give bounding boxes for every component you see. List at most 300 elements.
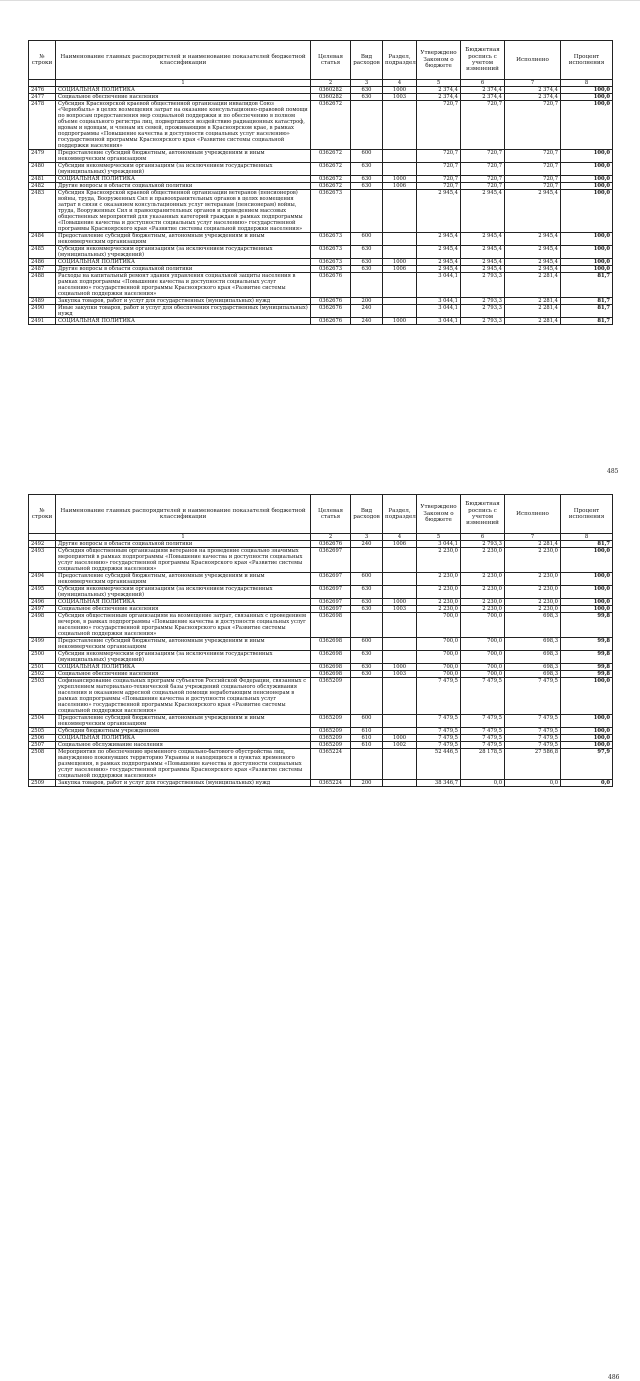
execution-percent: 100,0 bbox=[561, 735, 613, 742]
plan-amount: 2 945,4 bbox=[461, 233, 505, 246]
header-executed: Исполнено bbox=[505, 495, 561, 534]
expense-type bbox=[351, 273, 383, 298]
row-number: 2486 bbox=[29, 259, 56, 266]
execution-percent: 100,0 bbox=[561, 586, 613, 599]
section-code bbox=[383, 749, 417, 780]
column-number: 7 bbox=[505, 80, 561, 87]
execution-percent: 100,0 bbox=[561, 176, 613, 183]
execution-percent: 100,0 bbox=[561, 101, 613, 150]
executed-amount: 720,7 bbox=[505, 150, 561, 163]
section-code bbox=[383, 638, 417, 651]
expense-type bbox=[351, 190, 383, 233]
target-article: 0362698 bbox=[311, 638, 351, 651]
target-article: 0362676 bbox=[311, 298, 351, 305]
target-article: 0360282 bbox=[311, 94, 351, 101]
expense-type: 600 bbox=[351, 638, 383, 651]
row-name: Субсидии некоммерческим организациям (за исключением государственных (муниципальных) учреждений) bbox=[56, 163, 311, 176]
target-article: 0365224 bbox=[311, 780, 351, 787]
table-row bbox=[29, 273, 613, 298]
expense-type bbox=[351, 548, 383, 573]
target-article: 0362673 bbox=[311, 266, 351, 273]
section-code: 1003 bbox=[383, 671, 417, 678]
plan-amount: 2 230,0 bbox=[461, 599, 505, 606]
table-row bbox=[29, 87, 613, 94]
table-row bbox=[29, 259, 613, 266]
executed-amount: 720,7 bbox=[505, 163, 561, 176]
execution-percent: 100,0 bbox=[561, 246, 613, 259]
table-row bbox=[29, 728, 613, 735]
row-number: 2481 bbox=[29, 176, 56, 183]
header-code: Целевая статья bbox=[311, 41, 351, 80]
row-number: 2503 bbox=[29, 678, 56, 715]
approved-amount: 3 044,1 bbox=[417, 541, 461, 548]
expense-type: 630 bbox=[351, 163, 383, 176]
approved-amount: 720,7 bbox=[417, 183, 461, 190]
section-code: 1006 bbox=[383, 183, 417, 190]
executed-amount: 7 479,5 bbox=[505, 735, 561, 742]
execution-percent: 100,0 bbox=[561, 163, 613, 176]
header-approved: Утверждено Законом о бюджете bbox=[417, 41, 461, 80]
row-name: Социальное обслуживание населения bbox=[56, 742, 311, 749]
approved-amount: 2 945,4 bbox=[417, 233, 461, 246]
column-number: 3 bbox=[351, 534, 383, 541]
header-percent: Процент исполнения bbox=[561, 495, 613, 534]
section-code bbox=[383, 150, 417, 163]
plan-amount: 720,7 bbox=[461, 150, 505, 163]
target-article: 0362698 bbox=[311, 664, 351, 671]
approved-amount: 720,7 bbox=[417, 163, 461, 176]
expense-type: 600 bbox=[351, 233, 383, 246]
section-code bbox=[383, 233, 417, 246]
execution-percent: 100,0 bbox=[561, 266, 613, 273]
row-number: 2494 bbox=[29, 573, 56, 586]
plan-amount: 700,0 bbox=[461, 613, 505, 638]
section-code: 1003 bbox=[383, 94, 417, 101]
executed-amount: 2 230,0 bbox=[505, 599, 561, 606]
table-header bbox=[29, 495, 613, 534]
table-row bbox=[29, 606, 613, 613]
plan-amount: 720,7 bbox=[461, 163, 505, 176]
row-name: Субсидия общественным организациям на возмещение затрат, связанных с проведением вечеров, в рамках подпрограммы «Повышение качества и доступности социальных услуг населению» государственной программы Красноярского края «Развитие системы социальной поддержки населения» bbox=[56, 613, 311, 638]
approved-amount: 700,0 bbox=[417, 671, 461, 678]
plan-amount: 720,7 bbox=[461, 176, 505, 183]
approved-amount: 2 945,4 bbox=[417, 266, 461, 273]
plan-amount: 2 230,0 bbox=[461, 573, 505, 586]
table-row bbox=[29, 183, 613, 190]
expense-type: 630 bbox=[351, 671, 383, 678]
section-code bbox=[383, 780, 417, 787]
plan-amount: 2 945,4 bbox=[461, 266, 505, 273]
row-name: СОЦИАЛЬНАЯ ПОЛИТИКА bbox=[56, 664, 311, 671]
approved-amount: 2 945,4 bbox=[417, 246, 461, 259]
plan-amount: 2 793,3 bbox=[461, 273, 505, 298]
table-row bbox=[29, 749, 613, 780]
row-number: 2497 bbox=[29, 606, 56, 613]
execution-percent: 100,0 bbox=[561, 190, 613, 233]
approved-amount: 52 446,5 bbox=[417, 749, 461, 780]
row-name: Мероприятия по обеспечению временного социально-бытового обустройства лиц, вынужденно покинувших территорию Украины и находящихся в пунктах временного размещения, в рамках подпрограммы «Повышение качества и доступности социальных услуг населению» государственной программы Красноярского края «Развитие системы социальной поддержки населения» bbox=[56, 749, 311, 780]
header-section: Раздел, подраздел bbox=[383, 41, 417, 80]
target-article: 0365209 bbox=[311, 728, 351, 735]
row-number: 2507 bbox=[29, 742, 56, 749]
executed-amount: 2 281,4 bbox=[505, 273, 561, 298]
approved-amount: 7 479,5 bbox=[417, 678, 461, 715]
executed-amount: 27 586,8 bbox=[505, 749, 561, 780]
executed-amount: 2 281,4 bbox=[505, 318, 561, 325]
table-row bbox=[29, 298, 613, 305]
row-number: 2506 bbox=[29, 735, 56, 742]
executed-amount: 2 945,4 bbox=[505, 233, 561, 246]
section-code bbox=[383, 573, 417, 586]
table-row bbox=[29, 671, 613, 678]
plan-amount: 2 945,4 bbox=[461, 246, 505, 259]
section-code bbox=[383, 613, 417, 638]
target-article: 0362673 bbox=[311, 233, 351, 246]
execution-percent: 81,7 bbox=[561, 298, 613, 305]
row-number: 2476 bbox=[29, 87, 56, 94]
target-article: 0362673 bbox=[311, 246, 351, 259]
approved-amount: 3 044,1 bbox=[417, 273, 461, 298]
execution-percent: 100,0 bbox=[561, 87, 613, 94]
target-article: 0362676 bbox=[311, 305, 351, 318]
plan-amount: 7 479,5 bbox=[461, 742, 505, 749]
executed-amount: 720,7 bbox=[505, 183, 561, 190]
execution-percent: 100,0 bbox=[561, 150, 613, 163]
header-name: Наименование главных распорядителей и наименование показателей бюджетной классификации bbox=[56, 495, 311, 534]
table-header bbox=[29, 41, 613, 80]
executed-amount: 7 479,5 bbox=[505, 742, 561, 749]
scan-edge bbox=[0, 0, 640, 1]
expense-type: 240 bbox=[351, 541, 383, 548]
header-expense-type: Вид расходов bbox=[351, 495, 383, 534]
executed-amount: 7 479,5 bbox=[505, 678, 561, 715]
section-code: 1000 bbox=[383, 87, 417, 94]
row-name: Расходы на капитальный ремонт здания управления социальной защиты населения в рамках подпрограммы «Повышение качества и доступности социальных услуг населению» государственной программы Красноярского края «Развитие системы социальной поддержки населения» bbox=[56, 273, 311, 298]
header-approved: Утверждено Законом о бюджете bbox=[417, 495, 461, 534]
executed-amount: 7 479,5 bbox=[505, 728, 561, 735]
target-article: 0362676 bbox=[311, 273, 351, 298]
column-number: 5 bbox=[417, 534, 461, 541]
plan-amount: 28 178,5 bbox=[461, 749, 505, 780]
approved-amount: 700,0 bbox=[417, 613, 461, 638]
row-name: Предоставление субсидий бюджетным, автономным учреждениям и иным некоммерческим организациям bbox=[56, 638, 311, 651]
expense-type: 630 bbox=[351, 651, 383, 664]
approved-amount: 2 230,0 bbox=[417, 599, 461, 606]
section-code bbox=[383, 305, 417, 318]
table-row bbox=[29, 318, 613, 325]
table-row bbox=[29, 586, 613, 599]
target-article: 0365209 bbox=[311, 678, 351, 715]
plan-amount: 2 793,3 bbox=[461, 305, 505, 318]
column-number: 6 bbox=[461, 80, 505, 87]
approved-amount: 700,0 bbox=[417, 651, 461, 664]
section-code: 1000 bbox=[383, 735, 417, 742]
column-number: 2 bbox=[311, 80, 351, 87]
page-number: 485 bbox=[607, 468, 619, 475]
execution-percent: 99,8 bbox=[561, 664, 613, 671]
executed-amount: 2 281,4 bbox=[505, 541, 561, 548]
approved-amount: 38 346,7 bbox=[417, 780, 461, 787]
approved-amount: 7 479,5 bbox=[417, 728, 461, 735]
header-executed: Исполнено bbox=[505, 41, 561, 80]
executed-amount: 2 230,0 bbox=[505, 573, 561, 586]
plan-amount: 700,0 bbox=[461, 671, 505, 678]
row-number: 2492 bbox=[29, 541, 56, 548]
header-plan: Бюджетная роспись с учетом изменений bbox=[461, 41, 505, 80]
row-name: Софинансирование социальных программ субъектов Российской Федерации, связанных с укреплением материально-технической базы учреждений социального обслуживания населения и оказанием адресной социальной помощи неработающим пенсионерам в рамках подпрограммы «Повышение качества и доступности социальных услуг населению» государственной программы Красноярского края «Развитие системы социальной поддержки населения» bbox=[56, 678, 311, 715]
row-name: Субсидия Красноярской краевой общественной организации ветеранов (пенсионеров) войны, труда, Вооруженных Сил и правоохранительных органов в целях возмещения затрат в связи с оказанием консультационных услуг ветеранам (пенсионерам) войны, труда, Вооруженных Сил и правоохранительных органов и проведением массовых общественных мероприятий для указанных категорий граждан в рамках подпрограммы «Повышение качества и доступности социальных услуг населению» государственной программы Красноярского края «Развитие системы социальной поддержки населения» bbox=[56, 190, 311, 233]
execution-percent: 81,7 bbox=[561, 273, 613, 298]
approved-amount: 2 230,0 bbox=[417, 606, 461, 613]
column-number: 6 bbox=[461, 534, 505, 541]
target-article: 0365209 bbox=[311, 742, 351, 749]
executed-amount: 2 281,4 bbox=[505, 305, 561, 318]
row-number: 2477 bbox=[29, 94, 56, 101]
column-number: 4 bbox=[383, 80, 417, 87]
row-number: 2504 bbox=[29, 715, 56, 728]
execution-percent: 81,7 bbox=[561, 305, 613, 318]
table-row bbox=[29, 150, 613, 163]
row-name: Предоставление субсидий бюджетным, автономным учреждениям и иным некоммерческим организациям bbox=[56, 715, 311, 728]
budget-table bbox=[28, 494, 613, 787]
plan-amount: 2 230,0 bbox=[461, 548, 505, 573]
execution-percent: 100,0 bbox=[561, 599, 613, 606]
row-number: 2487 bbox=[29, 266, 56, 273]
plan-amount: 7 479,5 bbox=[461, 728, 505, 735]
header-code: Целевая статья bbox=[311, 495, 351, 534]
section-code bbox=[383, 190, 417, 233]
expense-type: 630 bbox=[351, 183, 383, 190]
section-code bbox=[383, 101, 417, 150]
table-row bbox=[29, 678, 613, 715]
target-article: 0362698 bbox=[311, 613, 351, 638]
row-name: Социальное обеспечение населения bbox=[56, 94, 311, 101]
plan-amount: 2 793,3 bbox=[461, 298, 505, 305]
execution-percent: 100,0 bbox=[561, 548, 613, 573]
approved-amount: 2 945,4 bbox=[417, 259, 461, 266]
execution-percent: 100,0 bbox=[561, 606, 613, 613]
row-number: 2489 bbox=[29, 298, 56, 305]
header-no: № строки bbox=[29, 41, 56, 80]
plan-amount: 720,7 bbox=[461, 101, 505, 150]
row-number: 2482 bbox=[29, 183, 56, 190]
expense-type: 600 bbox=[351, 715, 383, 728]
executed-amount: 2 230,0 bbox=[505, 606, 561, 613]
table-row bbox=[29, 233, 613, 246]
executed-amount: 2 281,4 bbox=[505, 298, 561, 305]
table-row bbox=[29, 163, 613, 176]
table-row bbox=[29, 638, 613, 651]
section-code bbox=[383, 163, 417, 176]
executed-amount: 698,3 bbox=[505, 651, 561, 664]
table-row bbox=[29, 266, 613, 273]
row-number: 2478 bbox=[29, 101, 56, 150]
approved-amount: 720,7 bbox=[417, 101, 461, 150]
plan-amount: 0,0 bbox=[461, 780, 505, 787]
row-name: Предоставление субсидий бюджетным, автономным учреждениям и иным некоммерческим организациям bbox=[56, 573, 311, 586]
expense-type: 610 bbox=[351, 728, 383, 735]
table-row bbox=[29, 190, 613, 233]
column-number: 2 bbox=[311, 534, 351, 541]
approved-amount: 700,0 bbox=[417, 664, 461, 671]
table-row bbox=[29, 651, 613, 664]
section-code: 1000 bbox=[383, 599, 417, 606]
column-number: 8 bbox=[561, 534, 613, 541]
row-name: Социальное обеспечение населения bbox=[56, 671, 311, 678]
table-row bbox=[29, 246, 613, 259]
row-name: Закупка товаров, работ и услуг для государственных (муниципальных) нужд bbox=[56, 780, 311, 787]
table-row bbox=[29, 715, 613, 728]
table-row bbox=[29, 305, 613, 318]
expense-type: 610 bbox=[351, 735, 383, 742]
target-article: 0362672 bbox=[311, 176, 351, 183]
row-number: 2493 bbox=[29, 548, 56, 573]
approved-amount: 2 374,4 bbox=[417, 94, 461, 101]
expense-type: 630 bbox=[351, 87, 383, 94]
approved-amount: 2 945,4 bbox=[417, 190, 461, 233]
row-name: Иные закупки товаров, работ и услуг для обеспечения государственных (муниципальных) нужд bbox=[56, 305, 311, 318]
target-article: 0362673 bbox=[311, 259, 351, 266]
expense-type: 200 bbox=[351, 780, 383, 787]
target-article: 0362676 bbox=[311, 541, 351, 548]
target-article: 0365209 bbox=[311, 715, 351, 728]
plan-amount: 2 230,0 bbox=[461, 606, 505, 613]
plan-amount: 2 945,4 bbox=[461, 190, 505, 233]
column-number: 1 bbox=[56, 80, 311, 87]
row-number: 2501 bbox=[29, 664, 56, 671]
execution-percent: 100,0 bbox=[561, 715, 613, 728]
target-article: 0362698 bbox=[311, 671, 351, 678]
row-name: Субсидии некоммерческим организациям (за исключением государственных (муниципальных) учреждений) bbox=[56, 246, 311, 259]
execution-percent: 99,8 bbox=[561, 638, 613, 651]
executed-amount: 720,7 bbox=[505, 176, 561, 183]
column-numbers-row bbox=[29, 534, 613, 541]
approved-amount: 3 044,1 bbox=[417, 305, 461, 318]
executed-amount: 698,3 bbox=[505, 664, 561, 671]
section-code: 1006 bbox=[383, 541, 417, 548]
table-row bbox=[29, 780, 613, 787]
approved-amount: 3 044,1 bbox=[417, 318, 461, 325]
target-article: 0362697 bbox=[311, 548, 351, 573]
row-name: СОЦИАЛЬНАЯ ПОЛИТИКА bbox=[56, 318, 311, 325]
target-article: 0362672 bbox=[311, 163, 351, 176]
row-name: Другие вопросы в области социальной политики bbox=[56, 183, 311, 190]
column-number: 1 bbox=[56, 534, 311, 541]
execution-percent: 100,0 bbox=[561, 728, 613, 735]
section-code bbox=[383, 548, 417, 573]
executed-amount: 2 374,4 bbox=[505, 87, 561, 94]
row-number: 2508 bbox=[29, 749, 56, 780]
header-section: Раздел, подраздел bbox=[383, 495, 417, 534]
column-number: 7 bbox=[505, 534, 561, 541]
row-number: 2509 bbox=[29, 780, 56, 787]
expense-type: 630 bbox=[351, 176, 383, 183]
table-row bbox=[29, 664, 613, 671]
executed-amount: 2 374,4 bbox=[505, 94, 561, 101]
expense-type: 200 bbox=[351, 298, 383, 305]
section-code bbox=[383, 273, 417, 298]
expense-type: 630 bbox=[351, 599, 383, 606]
row-name: СОЦИАЛЬНАЯ ПОЛИТИКА bbox=[56, 259, 311, 266]
expense-type: 630 bbox=[351, 606, 383, 613]
row-name: Предоставление субсидий бюджетным, автономным учреждениям и иным некоммерческим организациям bbox=[56, 233, 311, 246]
budget-table bbox=[28, 40, 613, 325]
executed-amount: 2 945,4 bbox=[505, 246, 561, 259]
expense-type bbox=[351, 749, 383, 780]
table-row bbox=[29, 742, 613, 749]
approved-amount: 720,7 bbox=[417, 150, 461, 163]
execution-percent: 100,0 bbox=[561, 94, 613, 101]
executed-amount: 0,0 bbox=[505, 780, 561, 787]
target-article: 0360282 bbox=[311, 87, 351, 94]
row-number: 2499 bbox=[29, 638, 56, 651]
plan-amount: 7 479,5 bbox=[461, 715, 505, 728]
expense-type: 630 bbox=[351, 259, 383, 266]
executed-amount: 2 230,0 bbox=[505, 548, 561, 573]
expense-type: 630 bbox=[351, 246, 383, 259]
target-article: 0362672 bbox=[311, 183, 351, 190]
section-code: 1006 bbox=[383, 266, 417, 273]
plan-amount: 2 230,0 bbox=[461, 586, 505, 599]
row-number: 2505 bbox=[29, 728, 56, 735]
row-name: СОЦИАЛЬНАЯ ПОЛИТИКА bbox=[56, 176, 311, 183]
section-code: 1002 bbox=[383, 742, 417, 749]
section-code bbox=[383, 298, 417, 305]
execution-percent: 81,7 bbox=[561, 541, 613, 548]
section-code: 1000 bbox=[383, 318, 417, 325]
section-code bbox=[383, 651, 417, 664]
row-number: 2491 bbox=[29, 318, 56, 325]
plan-amount: 2 945,4 bbox=[461, 259, 505, 266]
executed-amount: 2 230,0 bbox=[505, 586, 561, 599]
execution-percent: 100,0 bbox=[561, 742, 613, 749]
row-name: Другие вопросы в области социальной политики bbox=[56, 541, 311, 548]
section-code bbox=[383, 715, 417, 728]
target-article: 0362673 bbox=[311, 190, 351, 233]
approved-amount: 720,7 bbox=[417, 176, 461, 183]
plan-amount: 7 479,5 bbox=[461, 735, 505, 742]
target-article: 0365224 bbox=[311, 749, 351, 780]
column-number: 5 bbox=[417, 80, 461, 87]
table-row bbox=[29, 599, 613, 606]
section-code bbox=[383, 586, 417, 599]
execution-percent: 100,0 bbox=[561, 678, 613, 715]
table-row bbox=[29, 548, 613, 573]
table-row bbox=[29, 101, 613, 150]
row-number: 2483 bbox=[29, 190, 56, 233]
row-name: Предоставление субсидий бюджетным, автономным учреждениям и иным некоммерческим организациям bbox=[56, 150, 311, 163]
header-name: Наименование главных распорядителей и наименование показателей бюджетной классификации bbox=[56, 41, 311, 80]
expense-type: 630 bbox=[351, 94, 383, 101]
approved-amount: 3 044,1 bbox=[417, 298, 461, 305]
table-row bbox=[29, 735, 613, 742]
row-number: 2496 bbox=[29, 599, 56, 606]
section-code: 1000 bbox=[383, 664, 417, 671]
row-number: 2484 bbox=[29, 233, 56, 246]
execution-percent: 99,8 bbox=[561, 671, 613, 678]
row-number: 2488 bbox=[29, 273, 56, 298]
target-article: 0362676 bbox=[311, 318, 351, 325]
row-name: Субсидии бюджетным учреждениям bbox=[56, 728, 311, 735]
executed-amount: 698,3 bbox=[505, 638, 561, 651]
column-number: 8 bbox=[561, 80, 613, 87]
row-name: СОЦИАЛЬНАЯ ПОЛИТИКА bbox=[56, 735, 311, 742]
column-number: 3 bbox=[351, 80, 383, 87]
header-percent: Процент исполнения bbox=[561, 41, 613, 80]
plan-amount: 700,0 bbox=[461, 664, 505, 671]
target-article: 0362672 bbox=[311, 101, 351, 150]
executed-amount: 2 945,4 bbox=[505, 259, 561, 266]
